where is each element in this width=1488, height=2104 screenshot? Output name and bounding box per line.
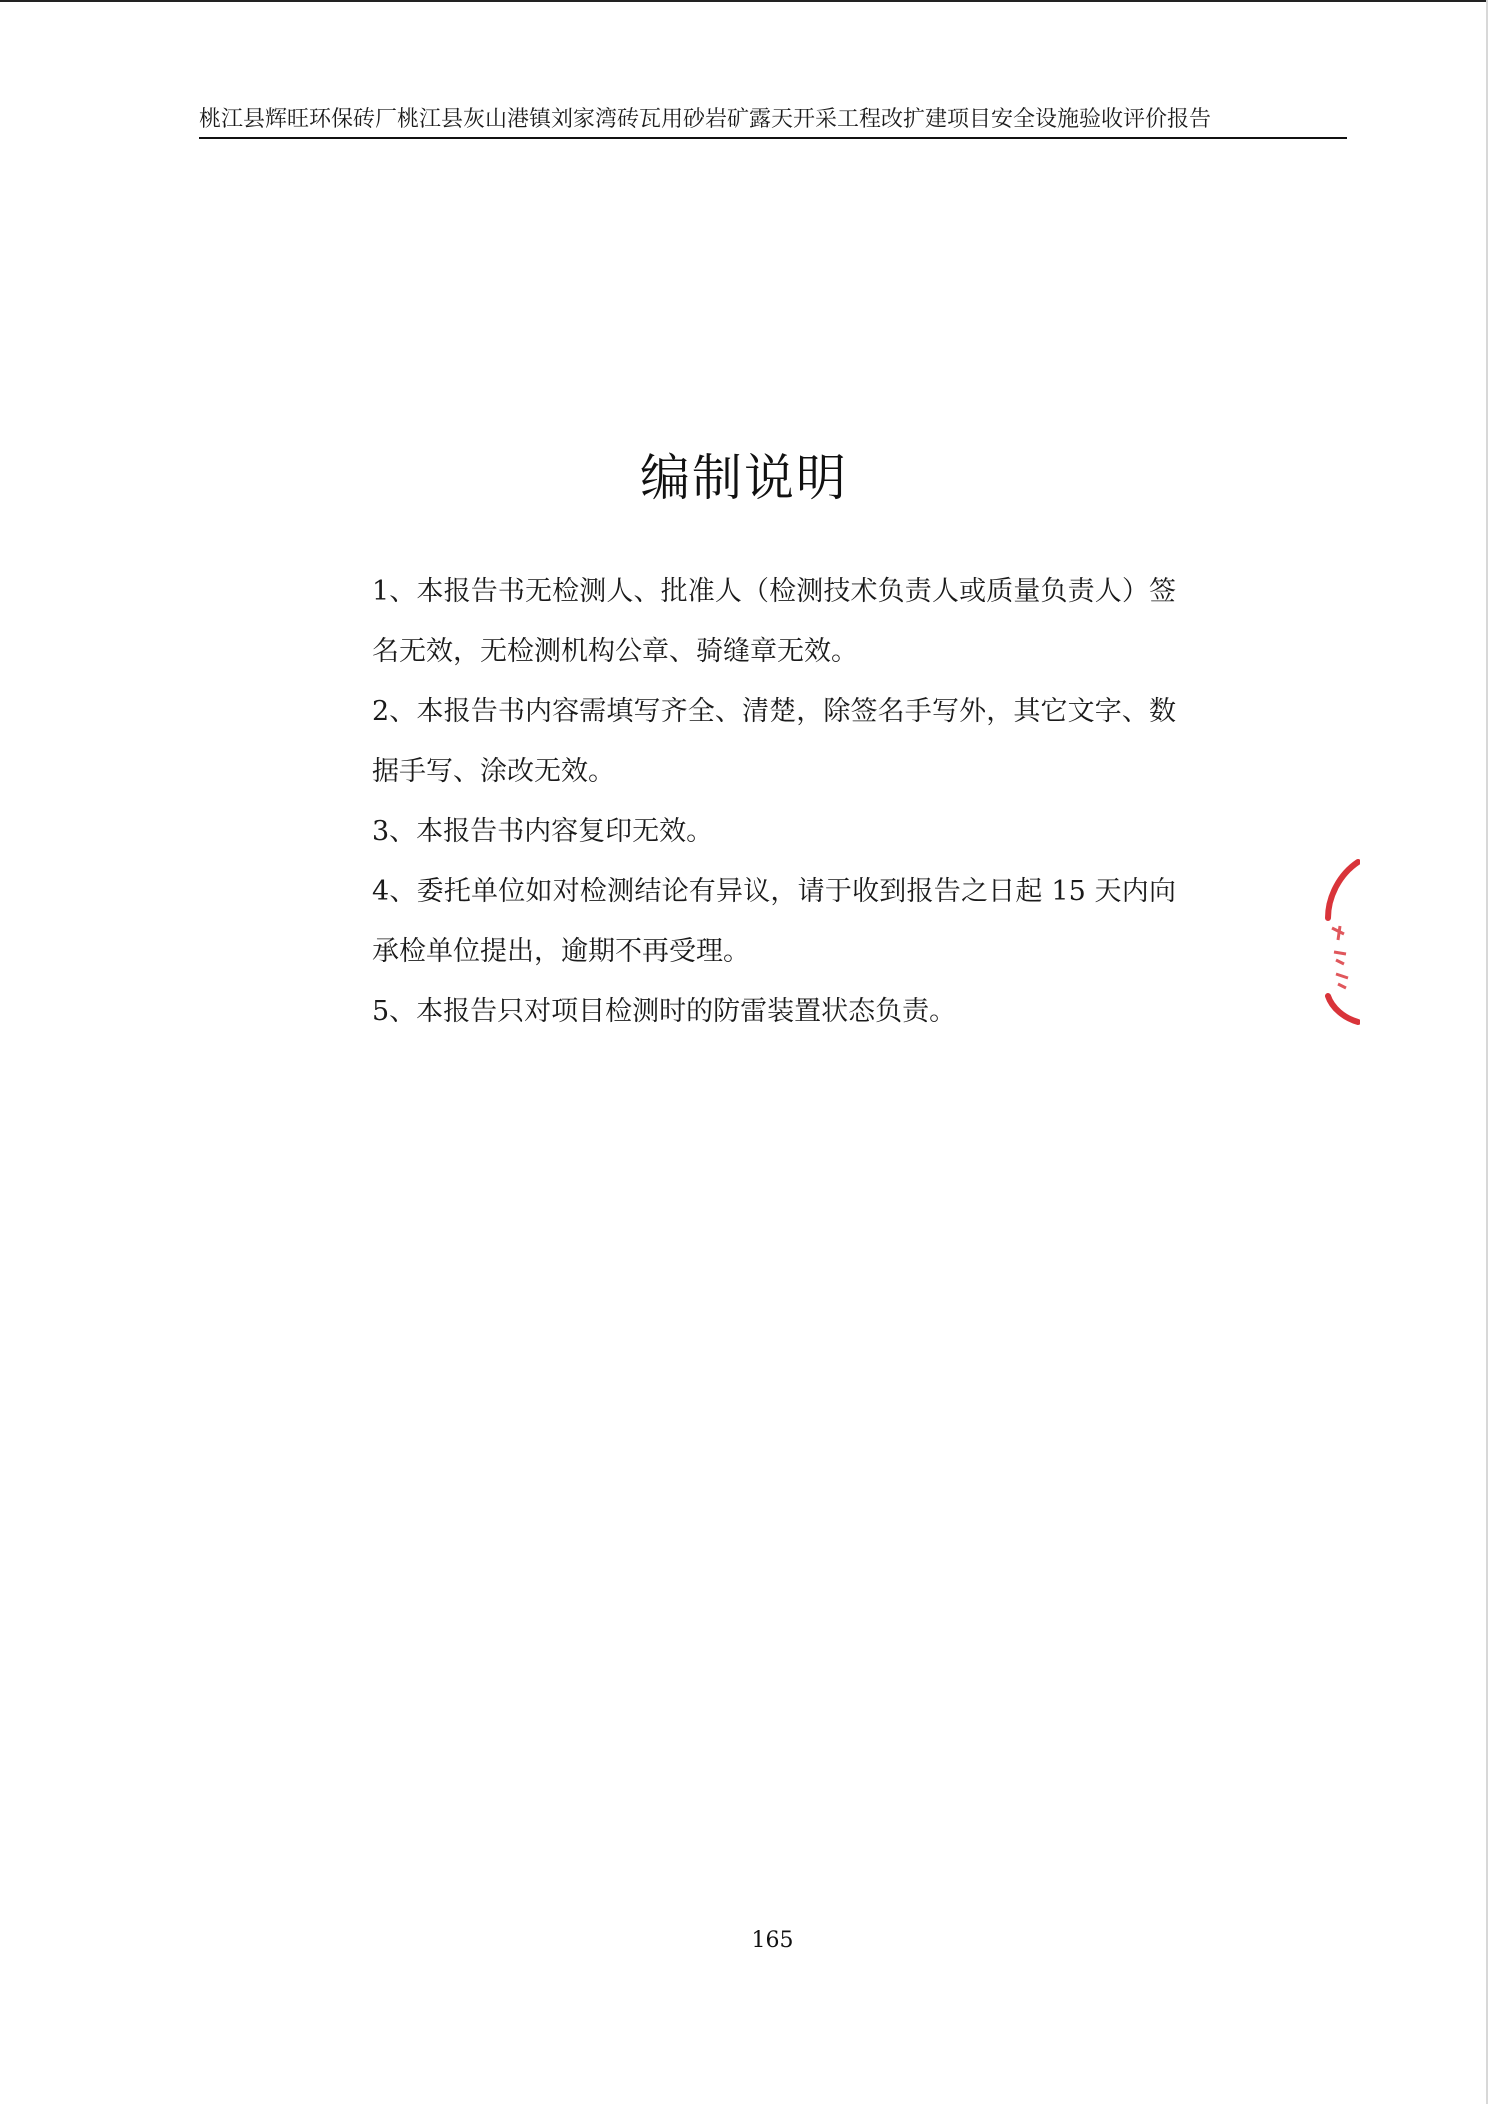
running-header: 桃江县辉旺环保砖厂桃江县灰山港镇刘家湾砖瓦用砂岩矿露天开采工程改扩建项目安全设施验收评价报告 (199, 107, 1212, 132)
note-item-3: 3、本报告书内容复印无效。 (372, 816, 714, 847)
note-item-5: 5、本报告只对项目检测时的防雷装置状态负责。 (372, 996, 957, 1027)
header-rule (199, 137, 1347, 139)
page-number: 165 (751, 1928, 794, 1953)
page-title: 编制说明 (640, 449, 848, 507)
notes-list (372, 562, 1176, 1042)
note-item-2: 2、本报告书内容需填写齐全、清楚，除签名手写外，其它文字、数据手写、涂改无效。 (372, 696, 1176, 787)
note-item-1: 1、本报告书无检测人、批准人（检测技术负责人或质量负责人）签名无效，无检测机构公章、骑缝章无效。 (372, 576, 1176, 667)
note-item-4: 4、委托单位如对检测结论有异议，请于收到报告之日起 15 天内向承检单位提出，逾期不再受理。 (372, 876, 1176, 967)
red-seal-stamp-icon (1310, 856, 1360, 1026)
page-border-top (0, 0, 1488, 2)
